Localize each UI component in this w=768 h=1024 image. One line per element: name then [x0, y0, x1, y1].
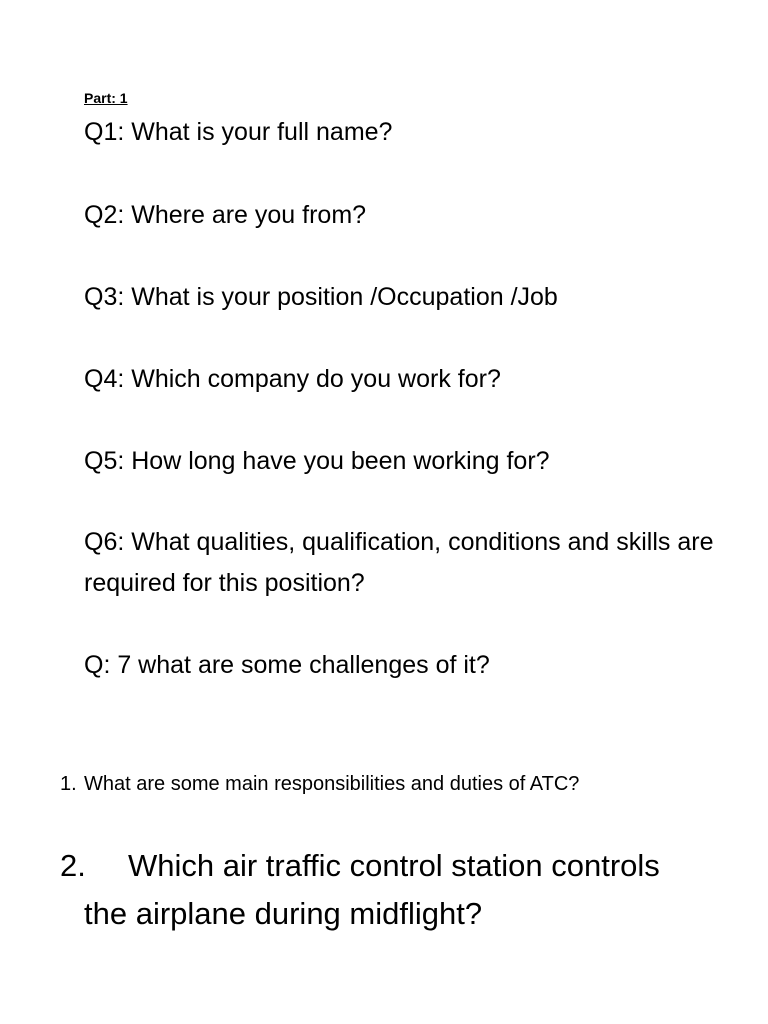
list-item-2-number: 2. — [60, 848, 86, 883]
question-3: Q3: What is your position /Occupation /Job — [84, 283, 558, 311]
list-item-1-text: What are some main responsibilities and duties of ATC? — [84, 773, 580, 795]
question-2: Q2: Where are you from? — [84, 201, 367, 229]
question-4: Q4: Which company do you work for? — [84, 365, 501, 393]
question-5: Q5: How long have you been working for? — [84, 447, 550, 475]
list-item-2-text-line1: Which air traffic control station controls — [128, 848, 660, 883]
part-label: Part: 1 — [84, 90, 128, 106]
list-item-1-number: 1. — [60, 773, 77, 795]
question-6: Q6: What qualities, qualification, conditions and skills are required for this position? — [84, 528, 714, 597]
question-1: Q1: What is your full name? — [84, 118, 393, 146]
question-7: Q: 7 what are some challenges of it? — [84, 651, 490, 679]
list-item-2-text-line2: the airplane during midflight? — [84, 896, 483, 931]
